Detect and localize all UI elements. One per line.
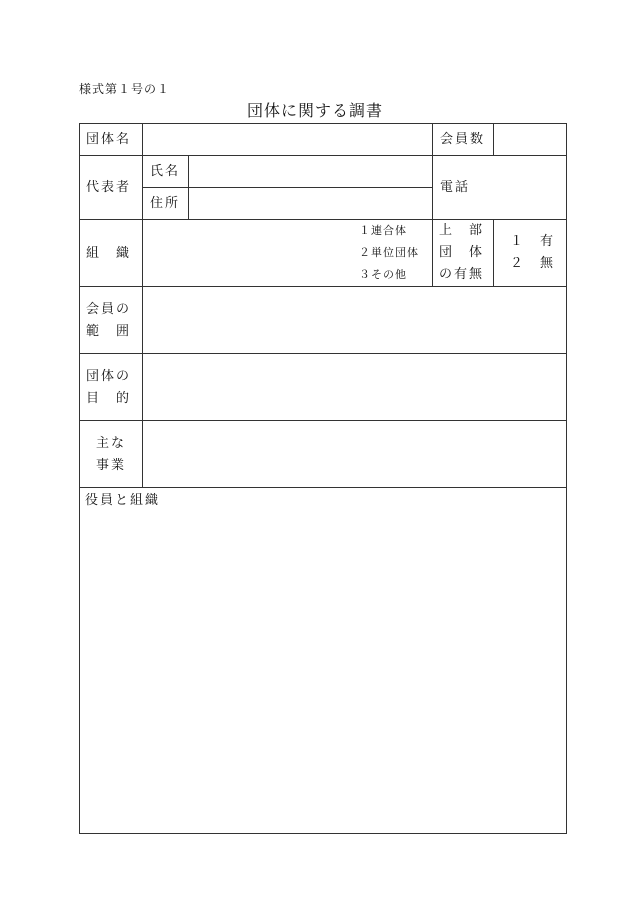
parent-org-option-no[interactable]: ２ 無 [510,256,556,271]
organization-option-unit[interactable]: ２単位団体 [359,246,419,259]
rep-name-label: 氏名 [150,164,181,179]
table-border-right [566,123,567,834]
member-scope-label-line2: 範 囲 [86,324,132,339]
row-divider [79,353,567,354]
col-divider [432,123,433,287]
main-activities-field[interactable] [146,424,563,484]
group-purpose-field[interactable] [146,357,563,417]
parent-org-label-line3: の有無 [439,267,485,282]
row-divider [79,487,567,488]
rep-name-field[interactable] [192,159,428,184]
representative-label: 代表者 [86,180,132,195]
col-divider [142,123,143,488]
form-number: 様式第１号の１ [79,82,171,96]
main-activities-label-line1: 主な [96,436,127,451]
organization-label: 組 織 [86,246,132,261]
page-title: 団体に関する調書 [246,101,383,120]
group-name-label: 団体名 [86,132,132,147]
rep-address-label: 住所 [150,196,181,211]
group-purpose-label-line1: 団体の [86,369,132,384]
member-count-label: 会員数 [440,132,486,147]
parent-org-label-line1: 上 部 [439,223,485,238]
rep-address-field[interactable] [192,191,428,216]
member-count-field[interactable] [497,127,563,152]
parent-org-option-yes[interactable]: １ 有 [510,234,556,249]
organization-option-federation[interactable]: １連合体 [359,224,407,237]
officers-field[interactable] [83,512,563,830]
table-border-bottom [79,833,567,834]
parent-org-label-line2: 団 体 [439,245,485,260]
table-border-left [79,123,80,834]
col-divider [493,219,494,287]
organization-option-other[interactable]: ３その他 [359,268,407,281]
row-divider [79,420,567,421]
phone-field[interactable] [480,159,563,216]
main-activities-label-line2: 事業 [96,458,127,473]
group-purpose-label-line2: 目 的 [86,391,132,406]
group-name-field[interactable] [146,127,428,152]
phone-label: 電話 [440,180,471,195]
row-divider [142,187,432,188]
col-divider [493,123,494,156]
member-scope-field[interactable] [146,290,563,350]
member-scope-label-line1: 会員の [86,302,132,317]
col-divider [188,155,189,220]
officers-label: 役員と組織 [85,493,161,508]
